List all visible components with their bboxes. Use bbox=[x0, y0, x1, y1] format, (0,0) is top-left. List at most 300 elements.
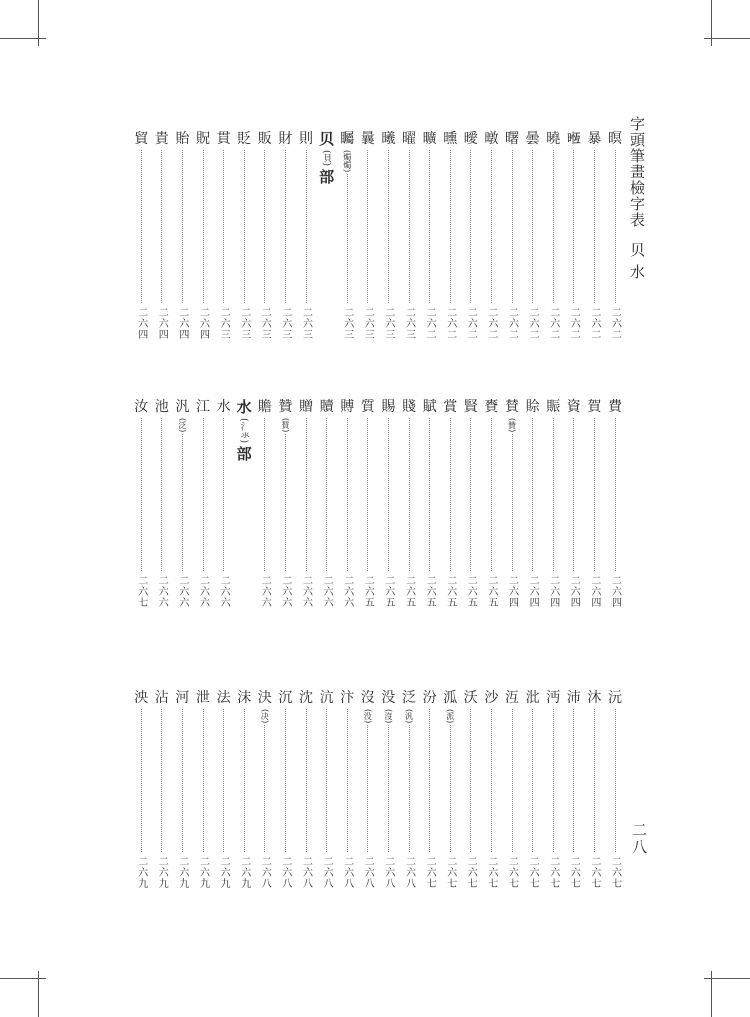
entry-page: 二六八 bbox=[321, 856, 333, 889]
entry-char: 沉 bbox=[278, 690, 293, 706]
entry-char: 汴 bbox=[340, 690, 355, 706]
index-entry bbox=[523, 130, 543, 340]
entry-char: 曖 bbox=[463, 131, 478, 147]
entry-char: 贈 bbox=[299, 399, 313, 415]
dot-leader bbox=[429, 150, 430, 303]
entry-page: 二六五 bbox=[465, 575, 477, 608]
entry-char: 費 bbox=[608, 399, 622, 415]
dot-leader bbox=[264, 725, 265, 852]
entry-char: 泄 bbox=[196, 690, 210, 706]
dot-leader bbox=[161, 150, 162, 303]
entry-char: 賜 bbox=[381, 399, 396, 415]
entry-page: 二六二 bbox=[547, 307, 559, 340]
entry-page: 二六八 bbox=[403, 856, 415, 889]
index-entry bbox=[399, 689, 419, 889]
entry-page: 二六四 bbox=[176, 307, 188, 340]
dot-leader bbox=[470, 709, 471, 852]
entry-char: 賛 bbox=[505, 399, 519, 415]
entry-page: 二六五 bbox=[362, 575, 374, 608]
entry-char: 没 bbox=[381, 690, 396, 706]
entry-char: 暴 bbox=[587, 131, 602, 147]
index-entry bbox=[255, 398, 275, 608]
index-entry bbox=[234, 689, 254, 889]
entry-page: 二六四 bbox=[135, 307, 147, 340]
index-entry bbox=[378, 689, 398, 889]
index-entry bbox=[543, 689, 563, 889]
entry-page: 二六五 bbox=[444, 575, 456, 608]
index-entry bbox=[420, 130, 440, 340]
index-entry bbox=[337, 689, 357, 889]
entry-char: 沔 bbox=[546, 690, 561, 706]
entry-page: 二六八 bbox=[259, 856, 271, 889]
entry-char: 曉 bbox=[546, 131, 561, 147]
entry-page: 二六八 bbox=[300, 856, 312, 889]
index-entry bbox=[358, 130, 378, 340]
entry-page: 二六三 bbox=[382, 307, 394, 340]
entry-page: 二六二 bbox=[609, 307, 621, 340]
entry-char: 沙 bbox=[484, 690, 499, 706]
entry-page: 二六二 bbox=[588, 307, 600, 340]
entry-char: 沫 bbox=[237, 690, 252, 706]
entry-page: 二六七 bbox=[568, 856, 580, 889]
index-entry bbox=[584, 398, 604, 608]
entry-char: 泱 bbox=[134, 690, 149, 706]
entry-char: 泒 bbox=[443, 690, 458, 706]
entry-char: 江 bbox=[196, 399, 210, 415]
entry-char: 曩 bbox=[360, 131, 375, 147]
entry-page: 二六四 bbox=[156, 307, 168, 340]
dot-leader bbox=[347, 709, 348, 852]
dot-leader bbox=[532, 150, 533, 303]
entry-page: 二六三 bbox=[403, 307, 415, 340]
entry-char: 沍 bbox=[505, 690, 519, 706]
entry-page: 二六六 bbox=[259, 575, 271, 608]
index-entry bbox=[296, 398, 316, 608]
entry-char: 資 bbox=[566, 399, 581, 415]
index-entry bbox=[440, 130, 460, 340]
entry-char: 法 bbox=[216, 690, 231, 706]
index-entry bbox=[523, 689, 543, 889]
dot-leader bbox=[573, 709, 574, 852]
dot-leader bbox=[450, 150, 451, 303]
dot-leader bbox=[594, 709, 595, 852]
index-entry bbox=[605, 130, 625, 340]
dot-leader bbox=[141, 418, 142, 571]
dot-leader bbox=[347, 174, 348, 303]
entry-page: 二六七 bbox=[609, 856, 621, 889]
crop-mark bbox=[711, 0, 712, 46]
crop-mark bbox=[0, 38, 46, 39]
radical-bu: 部 bbox=[319, 168, 335, 187]
dot-leader bbox=[203, 709, 204, 852]
crop-mark bbox=[704, 978, 750, 979]
dot-leader bbox=[182, 709, 183, 852]
entry-char: 贊 bbox=[278, 399, 293, 415]
index-entry bbox=[255, 130, 275, 340]
dot-leader bbox=[573, 150, 574, 303]
radical-bu: 部 bbox=[236, 445, 252, 464]
index-entry bbox=[378, 398, 398, 608]
entry-page: 二六五 bbox=[403, 575, 415, 608]
entry-page: 二六四 bbox=[588, 575, 600, 608]
dot-leader bbox=[388, 150, 389, 303]
index-entry bbox=[296, 689, 316, 889]
dot-leader bbox=[450, 418, 451, 571]
dot-leader bbox=[388, 725, 389, 852]
index-entry bbox=[172, 130, 192, 340]
index-entry bbox=[131, 130, 151, 340]
entry-char: 贍 bbox=[257, 399, 272, 415]
entry-char: 泛 bbox=[402, 690, 416, 706]
entry-char: 販 bbox=[257, 131, 272, 147]
entry-char: 曠 bbox=[422, 131, 437, 147]
index-entry bbox=[399, 398, 419, 608]
index-entry bbox=[337, 130, 357, 340]
dot-leader bbox=[264, 150, 265, 303]
dot-leader bbox=[326, 418, 327, 571]
entry-char: 暾 bbox=[484, 131, 499, 147]
entry-page: 二六三 bbox=[362, 307, 374, 340]
entry-page: 二六二 bbox=[527, 307, 539, 340]
entry-char: 𣈶 bbox=[566, 131, 581, 147]
entry-char: 沃 bbox=[463, 690, 478, 706]
entry-page: 二六六 bbox=[341, 575, 353, 608]
entry-char: 賢 bbox=[463, 399, 478, 415]
entry-char: 賻 bbox=[340, 399, 355, 415]
index-entry bbox=[378, 130, 398, 340]
entry-char: 則 bbox=[299, 131, 313, 147]
entry-char: 曛 bbox=[443, 131, 458, 147]
entry-page: 二六四 bbox=[547, 575, 559, 608]
entry-variant: (賛) bbox=[280, 418, 290, 433]
crop-mark bbox=[704, 38, 750, 39]
index-entry bbox=[172, 398, 192, 608]
entry-page: 二六七 bbox=[527, 856, 539, 889]
dot-leader bbox=[615, 418, 616, 571]
dot-leader bbox=[161, 418, 162, 571]
dot-leader bbox=[223, 418, 224, 571]
entry-page: 二六四 bbox=[527, 575, 539, 608]
entry-page: 二六五 bbox=[485, 575, 497, 608]
entry-char: 池 bbox=[154, 399, 169, 415]
entry-page: 二六九 bbox=[218, 856, 230, 889]
entry-char: 貫 bbox=[216, 131, 231, 147]
entry-page: 二六六 bbox=[176, 575, 188, 608]
index-entry bbox=[275, 689, 295, 889]
dot-leader bbox=[141, 709, 142, 852]
radical-char: 水 bbox=[236, 398, 252, 416]
entry-char: 沾 bbox=[154, 690, 169, 706]
dot-leader bbox=[367, 418, 368, 571]
radical-char: 贝 bbox=[319, 130, 335, 148]
index-entry bbox=[481, 689, 501, 889]
entry-page: 二六三 bbox=[279, 307, 291, 340]
dot-leader bbox=[532, 418, 533, 571]
dot-leader bbox=[512, 434, 513, 571]
entry-page: 二六二 bbox=[465, 307, 477, 340]
entry-page: 二六六 bbox=[218, 575, 230, 608]
entry-page: 二六六 bbox=[197, 575, 209, 608]
entry-page: 二六七 bbox=[465, 856, 477, 889]
entry-char: 水 bbox=[216, 399, 231, 415]
dot-leader bbox=[285, 150, 286, 303]
dot-leader bbox=[182, 150, 183, 303]
entry-char: 賦 bbox=[422, 399, 437, 415]
index-entry bbox=[440, 398, 460, 608]
dot-leader bbox=[203, 150, 204, 303]
entry-char: 贖 bbox=[319, 399, 334, 415]
entry-page: 二六九 bbox=[135, 856, 147, 889]
dot-leader bbox=[244, 709, 245, 852]
entry-char: 曦 bbox=[381, 131, 396, 147]
dot-leader bbox=[306, 418, 307, 571]
dot-leader bbox=[244, 150, 245, 303]
dot-leader bbox=[429, 418, 430, 571]
crop-mark bbox=[0, 978, 46, 979]
entry-page: 二六六 bbox=[300, 575, 312, 608]
index-entry bbox=[296, 130, 316, 340]
dot-leader bbox=[470, 418, 471, 571]
entry-char: 賤 bbox=[402, 399, 416, 415]
index-entry bbox=[523, 398, 543, 608]
entry-char: 矚 bbox=[340, 131, 355, 147]
index-entry bbox=[461, 689, 481, 889]
entry-page: 二六九 bbox=[197, 856, 209, 889]
index-entry bbox=[564, 130, 584, 340]
entry-char: 汾 bbox=[422, 690, 437, 706]
dot-leader bbox=[573, 418, 574, 571]
index-entry bbox=[193, 398, 213, 608]
entry-char: 貴 bbox=[154, 131, 169, 147]
entry-char: 沛 bbox=[566, 690, 581, 706]
index-entry bbox=[399, 130, 419, 340]
entry-char: 曇 bbox=[525, 131, 540, 147]
index-entry bbox=[152, 130, 172, 340]
index-entry bbox=[317, 398, 337, 608]
index-entry bbox=[275, 130, 295, 340]
dot-leader bbox=[553, 150, 554, 303]
dot-leader bbox=[491, 150, 492, 303]
entry-page: 二六八 bbox=[362, 856, 374, 889]
entry-page: 二六四 bbox=[568, 575, 580, 608]
index-entry bbox=[543, 398, 563, 608]
entry-page: 二六四 bbox=[506, 575, 518, 608]
index-entry bbox=[358, 398, 378, 608]
entry-page: 二六七 bbox=[485, 856, 497, 889]
entry-char: 沅 bbox=[608, 690, 622, 706]
index-entry bbox=[584, 130, 604, 340]
dot-leader bbox=[223, 709, 224, 852]
index-entry bbox=[317, 689, 337, 889]
entry-page: 二六二 bbox=[444, 307, 456, 340]
header-radicals: 贝 水 bbox=[628, 242, 646, 280]
dot-leader bbox=[532, 709, 533, 852]
index-entry bbox=[255, 689, 275, 889]
entry-page: 二六八 bbox=[382, 856, 394, 889]
index-entry bbox=[193, 689, 213, 889]
dot-leader bbox=[594, 150, 595, 303]
entry-page: 二六七 bbox=[588, 856, 600, 889]
dot-leader bbox=[512, 709, 513, 852]
dot-leader bbox=[367, 150, 368, 303]
index-entry bbox=[605, 398, 625, 608]
dot-leader bbox=[491, 418, 492, 571]
index-entry bbox=[234, 130, 254, 340]
entry-variant: (燭燭) bbox=[342, 150, 352, 173]
entry-char: 貺 bbox=[196, 131, 210, 147]
index-entry bbox=[481, 398, 501, 608]
radical-heading bbox=[315, 130, 339, 186]
crop-mark bbox=[38, 0, 39, 46]
index-entry bbox=[131, 689, 151, 889]
entry-page: 二六二 bbox=[424, 307, 436, 340]
entry-char: 賒 bbox=[525, 399, 540, 415]
entry-variant: (没) bbox=[363, 709, 373, 724]
dot-leader bbox=[450, 725, 451, 852]
dot-leader bbox=[264, 418, 265, 571]
dot-leader bbox=[409, 150, 410, 303]
index-entry bbox=[584, 689, 604, 889]
entry-char: 貽 bbox=[175, 131, 190, 147]
index-entry bbox=[564, 398, 584, 608]
radical-variant: (貝) bbox=[321, 150, 332, 167]
dot-leader bbox=[594, 418, 595, 571]
entry-char: 沈 bbox=[299, 690, 313, 706]
entry-char: 賑 bbox=[546, 399, 561, 415]
dot-leader bbox=[203, 418, 204, 571]
entry-char: 沒 bbox=[360, 690, 375, 706]
dot-leader bbox=[553, 709, 554, 852]
entry-page: 二六九 bbox=[238, 856, 250, 889]
index-entry bbox=[214, 689, 234, 889]
entry-page: 二六九 bbox=[176, 856, 188, 889]
entry-page: 二六三 bbox=[218, 307, 230, 340]
dot-leader bbox=[388, 418, 389, 571]
radical-heading bbox=[232, 398, 256, 463]
entry-page: 二六三 bbox=[238, 307, 250, 340]
entry-page: 二六三 bbox=[300, 307, 312, 340]
index-entry bbox=[461, 398, 481, 608]
dot-leader bbox=[367, 725, 368, 852]
entry-char: 賀 bbox=[587, 399, 602, 415]
dot-leader bbox=[182, 434, 183, 571]
entry-page: 二六七 bbox=[547, 856, 559, 889]
index-entry bbox=[152, 398, 172, 608]
dot-leader bbox=[141, 150, 142, 303]
entry-char: 沆 bbox=[319, 690, 334, 706]
entry-char: 財 bbox=[278, 131, 293, 147]
dot-leader bbox=[285, 709, 286, 852]
dot-leader bbox=[615, 150, 616, 303]
dot-leader bbox=[470, 150, 471, 303]
dot-leader bbox=[161, 709, 162, 852]
index-entry bbox=[193, 130, 213, 340]
entry-char: 貶 bbox=[237, 131, 252, 147]
dot-leader bbox=[615, 709, 616, 852]
index-entry bbox=[543, 130, 563, 340]
entry-page: 二六四 bbox=[609, 575, 621, 608]
dot-leader bbox=[409, 418, 410, 571]
entry-char: 暝 bbox=[608, 131, 622, 147]
radical-variant: (氵氺) bbox=[238, 418, 249, 444]
dot-leader bbox=[553, 418, 554, 571]
entry-char: 曙 bbox=[505, 131, 519, 147]
entry-page: 二六五 bbox=[382, 575, 394, 608]
entry-page: 二六二 bbox=[485, 307, 497, 340]
entry-variant: (派) bbox=[445, 709, 455, 724]
index-entry bbox=[481, 130, 501, 340]
entry-page: 二六九 bbox=[156, 856, 168, 889]
entry-char: 賞 bbox=[443, 399, 458, 415]
entry-variant: (沒) bbox=[383, 709, 393, 724]
entry-char: 汎 bbox=[175, 399, 190, 415]
dot-leader bbox=[223, 150, 224, 303]
entry-page: 二六二 bbox=[568, 307, 580, 340]
entry-variant: (汎) bbox=[404, 709, 414, 724]
header-title: 字頭筆畫檢字表 bbox=[628, 116, 646, 228]
page-number: 二八 bbox=[630, 822, 648, 856]
entry-page: 二六七 bbox=[506, 856, 518, 889]
entry-page: 二六六 bbox=[321, 575, 333, 608]
index-entry bbox=[461, 130, 481, 340]
entry-variant: (贊) bbox=[507, 418, 517, 433]
index-entry bbox=[172, 689, 192, 889]
dot-leader bbox=[512, 150, 513, 303]
dot-leader bbox=[306, 150, 307, 303]
entry-page: 二六二 bbox=[506, 307, 518, 340]
entry-char: 曜 bbox=[402, 131, 416, 147]
index-entry bbox=[502, 689, 522, 889]
entry-page: 二六七 bbox=[424, 856, 436, 889]
index-entry bbox=[275, 398, 295, 608]
dot-leader bbox=[306, 709, 307, 852]
entry-page: 二六五 bbox=[424, 575, 436, 608]
dot-leader bbox=[429, 709, 430, 852]
index-entry bbox=[605, 689, 625, 889]
dot-leader bbox=[491, 709, 492, 852]
entry-page: 二六三 bbox=[341, 307, 353, 340]
entry-char: 貿 bbox=[134, 131, 149, 147]
entry-char: 汝 bbox=[134, 399, 149, 415]
index-entry bbox=[214, 130, 234, 340]
entry-page: 二六六 bbox=[156, 575, 168, 608]
index-entry bbox=[214, 398, 234, 608]
entry-char: 決 bbox=[257, 690, 272, 706]
index-entry bbox=[420, 689, 440, 889]
entry-char: 沘 bbox=[525, 690, 540, 706]
index-entry bbox=[564, 689, 584, 889]
index-entry bbox=[337, 398, 357, 608]
entry-variant: (决) bbox=[260, 709, 270, 724]
running-header bbox=[624, 116, 648, 280]
entry-page: 二六八 bbox=[279, 856, 291, 889]
entry-page: 二六八 bbox=[341, 856, 353, 889]
entry-page: 二六六 bbox=[279, 575, 291, 608]
entry-page: 二六七 bbox=[135, 575, 147, 608]
dot-leader bbox=[285, 434, 286, 571]
index-entry bbox=[502, 130, 522, 340]
entry-char: 河 bbox=[175, 690, 190, 706]
entry-page: 二六四 bbox=[197, 307, 209, 340]
entry-variant: (泛) bbox=[177, 418, 187, 433]
index-entry bbox=[358, 689, 378, 889]
index-entry bbox=[502, 398, 522, 608]
entry-char: 賚 bbox=[484, 399, 499, 415]
index-entry bbox=[152, 689, 172, 889]
dot-leader bbox=[326, 709, 327, 852]
entry-char: 沐 bbox=[587, 690, 602, 706]
entry-char: 質 bbox=[360, 399, 375, 415]
